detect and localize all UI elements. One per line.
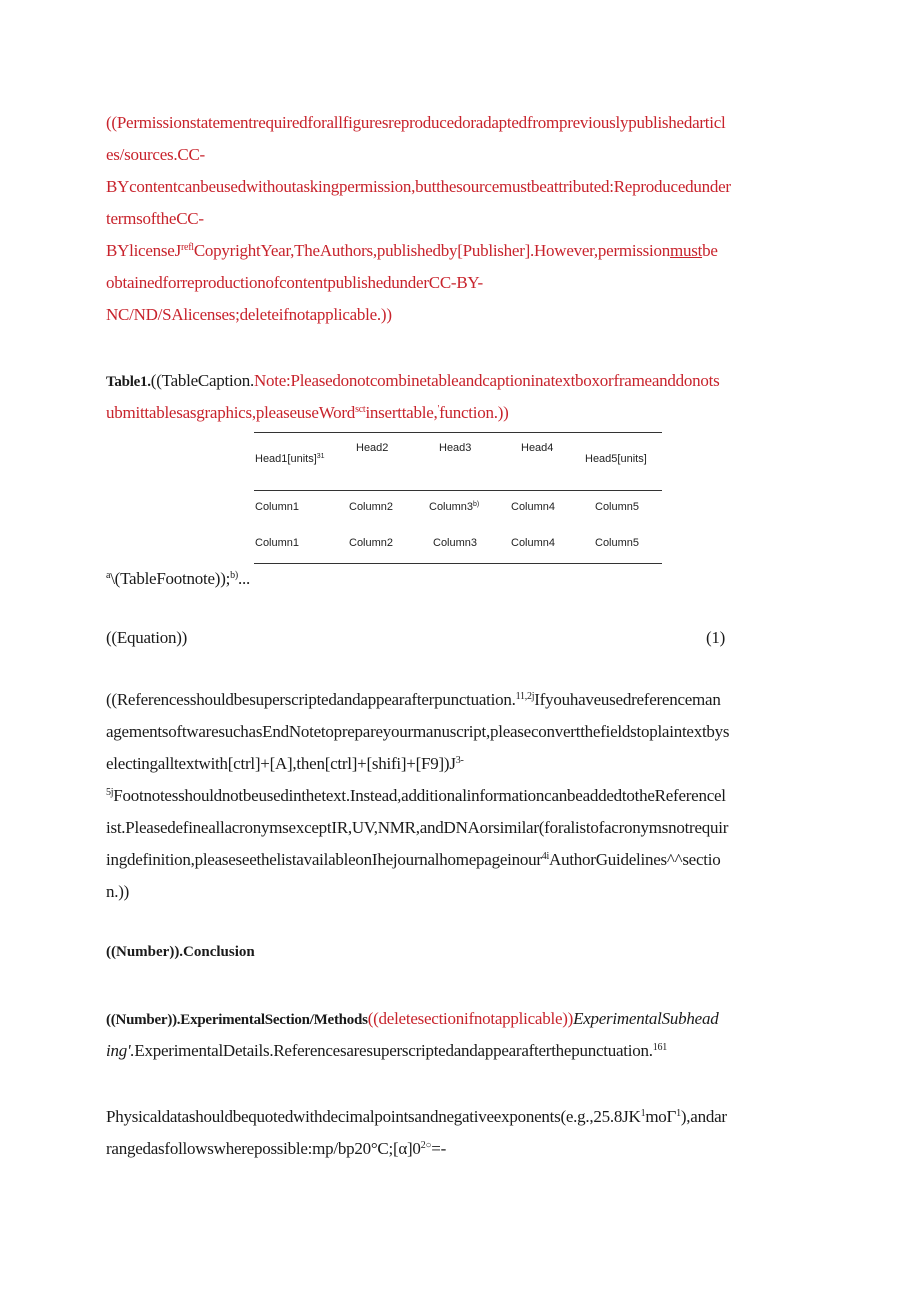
permission-text: be xyxy=(702,241,718,260)
footnote-tail: ... xyxy=(237,569,250,588)
table-top-rule xyxy=(254,432,662,433)
ref-superscript: 3- xyxy=(455,755,464,766)
caption-superscript: ct xyxy=(358,404,366,415)
footnote-text: \(TableFootnote)); xyxy=(110,569,231,588)
header-superscript: 31 xyxy=(316,453,325,460)
permission-text: BYlicenseJ xyxy=(106,241,181,260)
ref-superscript: 161 xyxy=(652,1042,667,1053)
experimental-subheading: ing'. xyxy=(106,1041,135,1060)
caption-prefix: ((TableCaption. xyxy=(150,371,254,390)
underlined-must: must xyxy=(670,241,703,260)
table-cell: Column3 xyxy=(433,537,478,549)
table-footnote xyxy=(106,563,814,595)
unit-superscript: 1 xyxy=(640,1108,646,1119)
experimental-subheading: ExperimentalSubhead xyxy=(573,1009,719,1028)
table-cell: Column4 xyxy=(511,537,556,549)
caption-superscript: ' xyxy=(437,404,440,415)
caption-note: Note:Pleasedonotcombinetableandcaptioninatextboxorframeanddonots xyxy=(253,371,720,390)
table-header-cell: Head5[units] xyxy=(585,453,647,465)
table-header-cell: Head2 xyxy=(356,442,389,454)
table-cell: Column5 xyxy=(595,501,640,513)
equation-line xyxy=(106,622,814,654)
rotation-superscript: 2○ xyxy=(420,1140,432,1151)
permission-line: BYcontentcanbeusedwithoutaskingpermission,butthesourcemustbeattributed:Reproducedunder xyxy=(106,177,731,196)
ref-superscript: 5j xyxy=(106,787,114,798)
permission-statement xyxy=(106,107,814,331)
ref-superscript: refl xyxy=(180,242,194,253)
footnote-superscript: b) xyxy=(230,570,238,581)
table-header-cell: Head4 xyxy=(521,442,554,454)
table-cell: Column1 xyxy=(255,537,300,549)
table-caption xyxy=(106,365,814,429)
table-cell: Column2 xyxy=(349,501,394,513)
permission-line: termsoftheCC- xyxy=(106,209,204,228)
ref-superscript: 11,2j xyxy=(515,691,535,702)
footnote-superscript: a xyxy=(106,570,111,581)
table-label: Table1. xyxy=(106,374,151,390)
permission-text: CopyrightYear,TheAuthors,publishedby[Publisher].However,permission xyxy=(193,241,671,260)
permission-line: es/sources.CC- xyxy=(106,145,205,164)
table-cell: Column1 xyxy=(255,501,300,513)
references-paragraph: ((Referencesshouldbesuperscriptedandappearafterpunctuation.$^{11,2j}$Ifyouhaveusedreferenceman agementsoftwaresuchasEndNotetoprepareyourmanuscript,pleaseconvertthefieldstoplaintextbys $electingalltextwith[ctrl]+[A],then[ctrl]+[shifi]+[F9])J^{3-}$ $^{5j}$Footnotesshouldnotbeusedinthetext.Instead,additionalinformationcanbeaddedtotheReferencel ist.PleasedefineallacronymsexceptIR,UV,NMR,andDNAorsimilar(foralistofacronymsnotrequir ingdefinition,pleaseseethelistavailableonIhejournalhomepageinour$^{4i}$AuthorGuidelines^^sectio n.)) xyxy=(106,690,730,901)
experimental-heading: ((Number)).ExperimentalSection/Methods xyxy=(106,1012,368,1028)
permission-line xyxy=(106,235,814,267)
table-cell: Column4 xyxy=(511,501,556,513)
caption-note: inserttable, xyxy=(365,403,438,422)
caption-superscript: s xyxy=(355,404,359,415)
table-cell: Column3$^{b)}$ xyxy=(429,501,480,513)
table-header-cell: Head3 xyxy=(439,442,472,454)
permission-line: obtainedforreproductionofcontentpublishedunderCC-BY- xyxy=(106,273,483,292)
conclusion-heading: ((Number)).Conclusion xyxy=(106,944,255,960)
table-cell: Column2 xyxy=(349,537,394,549)
experimental-section: ((Number)).ExperimentalSection/Methods((deletesectionifnotapplicable))ExperimentalSubhead ing'.ExperimentalDetails.Referencesaresuperscriptedandappearafterthepunctuation.$^{161}$ xyxy=(106,1009,719,1060)
equation-text: ((Equation)) xyxy=(106,628,188,647)
physical-data-paragraph: $Physicaldatashouldbequotedwithdecimalpointsandnegativeexponents(e.g.,25.8JK^1mo\Gamma^1),andar$ $rangedasfollowswherepossible:mp/bp20^\circ C;[\alpha]0^{2○}=-$ xyxy=(106,1107,727,1158)
table-header-cell: Head1[units]$^{31}$ xyxy=(255,453,325,465)
cell-superscript: b) xyxy=(473,501,480,508)
caption-note: ubmittablesasgraphics,pleaseuseWord xyxy=(106,403,356,422)
delete-note: ((deletesectionifnotapplicable)) xyxy=(367,1009,574,1028)
permission-line: NC/ND/SAlicenses;deleteifnotapplicable.)) xyxy=(106,305,392,324)
table-cell: Column5 xyxy=(595,537,640,549)
unit-superscript: 1 xyxy=(676,1108,681,1119)
ref-superscript: 4i xyxy=(541,851,550,862)
permission-line: ((Permissionstatementrequiredforallfiguresreproducedoradaptedfrompreviouslypublishedarticl xyxy=(106,113,726,132)
table-header-rule xyxy=(254,490,662,491)
caption-note: function.)) xyxy=(439,403,509,422)
equation-number: (1) xyxy=(706,628,726,647)
